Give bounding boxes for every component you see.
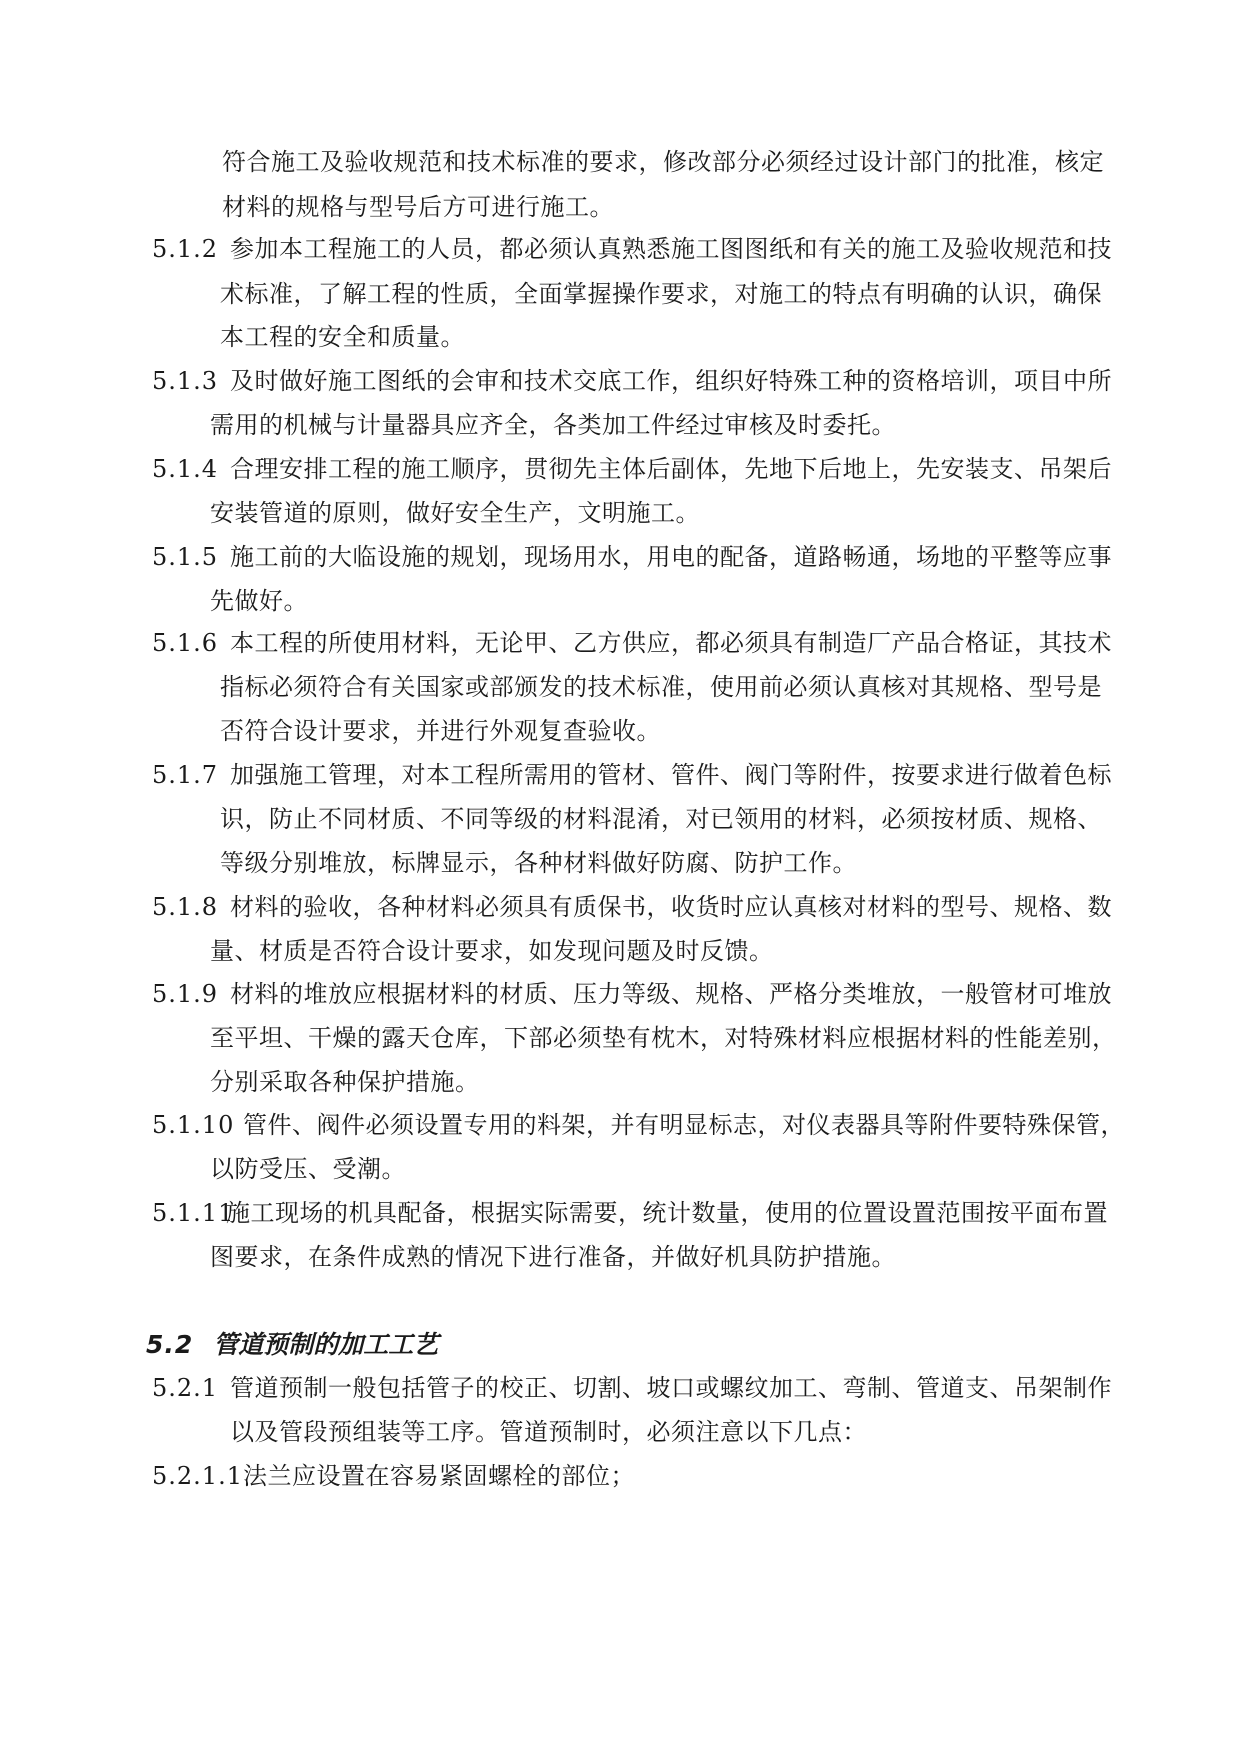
text-line: 等级分别堆放，标牌显示，各种材料做好防腐、防护工作。 (220, 849, 857, 877)
text-line: 指标必须符合有关国家或部颁发的技术标准，使用前必须认真核对其规格、型号是 (220, 673, 1102, 701)
text-line: 至平坦、干燥的露天仓库，下部必须垫有枕木，对特殊材料应根据材料的性能差别， (210, 1024, 1117, 1052)
item-number: 5.1.11 (152, 1199, 235, 1227)
item-number: 5.1.9 (152, 980, 219, 1008)
text-line: 以防受压、受潮。 (210, 1155, 406, 1183)
list-item-number (152, 1373, 218, 1403)
list-item-number (152, 1461, 243, 1491)
item-number: 5.1.4 (152, 455, 219, 483)
text-line: 管道预制一般包括管子的校正、切割、坡口或螺纹加工、弯制、管道支、吊架制作 (230, 1374, 1112, 1402)
text-line: 材料的堆放应根据材料的材质、压力等级、规格、严格分类堆放，一般管材可堆放 (230, 980, 1112, 1008)
text-line: 本工程的所使用材料，无论甲、乙方供应，都必须具有制造厂产品合格证，其技术 (230, 629, 1112, 657)
text-line: 本工程的安全和质量。 (220, 323, 465, 351)
text-line: 以及管段预组装等工序。管道预制时，必须注意以下几点： (230, 1418, 867, 1446)
list-item-number (152, 1198, 234, 1228)
text-line: 量、材质是否符合设计要求，如发现问题及时反馈。 (210, 937, 774, 965)
text-line: 符合施工及验收规范和技术标准的要求，修改部分必须经过设计部门的批准，核定 (222, 148, 1104, 176)
item-number: 5.2.1 (152, 1374, 219, 1402)
text-line: 识，防止不同材质、不同等级的材料混淆，对已领用的材料，必须按材质、规格、 (220, 805, 1102, 833)
text-line: 施工前的大临设施的规划，现场用水，用电的配备，道路畅通，场地的平整等应事 (230, 543, 1112, 571)
item-number: 5.2.1.1 (152, 1462, 243, 1490)
text-line: 安装管道的原则，做好安全生产，文明施工。 (210, 499, 700, 527)
text-line: 参加本工程施工的人员，都必须认真熟悉施工图图纸和有关的施工及验收规范和技 (230, 235, 1112, 263)
list-item-number (152, 1110, 234, 1140)
text-line: 分别采取各种保护措施。 (210, 1068, 480, 1096)
item-number: 5.1.6 (152, 629, 219, 657)
section-title: 管道预制的加工工艺 (213, 1330, 439, 1359)
text-line: 图要求，在条件成熟的情况下进行准备，并做好机具防护措施。 (210, 1243, 896, 1271)
text-line: 合理安排工程的施工顺序，贯彻先主体后副体，先地下后地上，先安装支、吊架后 (230, 455, 1112, 483)
text-line: 加强施工管理，对本工程所需用的管材、管件、阀门等附件，按要求进行做着色标 (230, 761, 1112, 789)
list-item-number (152, 979, 218, 1009)
item-number: 5.1.10 (152, 1111, 235, 1139)
text-line: 需用的机械与计量器具应齐全，各类加工件经过审核及时委托。 (210, 411, 896, 439)
list-item-number (152, 542, 218, 572)
text-line: 否符合设计要求，并进行外观复查验收。 (220, 717, 661, 745)
text-line: 材料的规格与型号后方可进行施工。 (222, 193, 614, 221)
text-line: 法兰应设置在容易紧固螺栓的部位； (243, 1462, 635, 1490)
list-item-number (152, 760, 218, 790)
list-item-number (152, 366, 218, 396)
item-number: 5.1.8 (152, 893, 219, 921)
text-line: 材料的验收，各种材料必须具有质保书，收货时应认真核对材料的型号、规格、数 (230, 893, 1112, 921)
section-number: 5.2 (146, 1330, 194, 1359)
list-item-number (152, 234, 218, 264)
list-item-number (152, 892, 218, 922)
text-line: 术标准，了解工程的性质，全面掌握操作要求，对施工的特点有明确的认识，确保 (220, 280, 1102, 308)
text-line: 及时做好施工图纸的会审和技术交底工作，组织好特殊工种的资格培训，项目中所 (230, 367, 1112, 395)
list-item-number (152, 454, 218, 484)
item-number: 5.1.5 (152, 543, 219, 571)
item-number: 5.1.7 (152, 761, 219, 789)
text-line: 管件、阀件必须设置专用的料架，并有明显标志，对仪表器具等附件要特殊保管， (243, 1111, 1125, 1139)
text-line: 先做好。 (210, 587, 308, 615)
section-heading (146, 1330, 438, 1360)
list-item-number (152, 628, 218, 658)
item-number: 5.1.2 (152, 235, 219, 263)
text-line: 施工现场的机具配备，根据实际需要，统计数量，使用的位置设置范围按平面布置 (226, 1199, 1108, 1227)
item-number: 5.1.3 (152, 367, 219, 395)
